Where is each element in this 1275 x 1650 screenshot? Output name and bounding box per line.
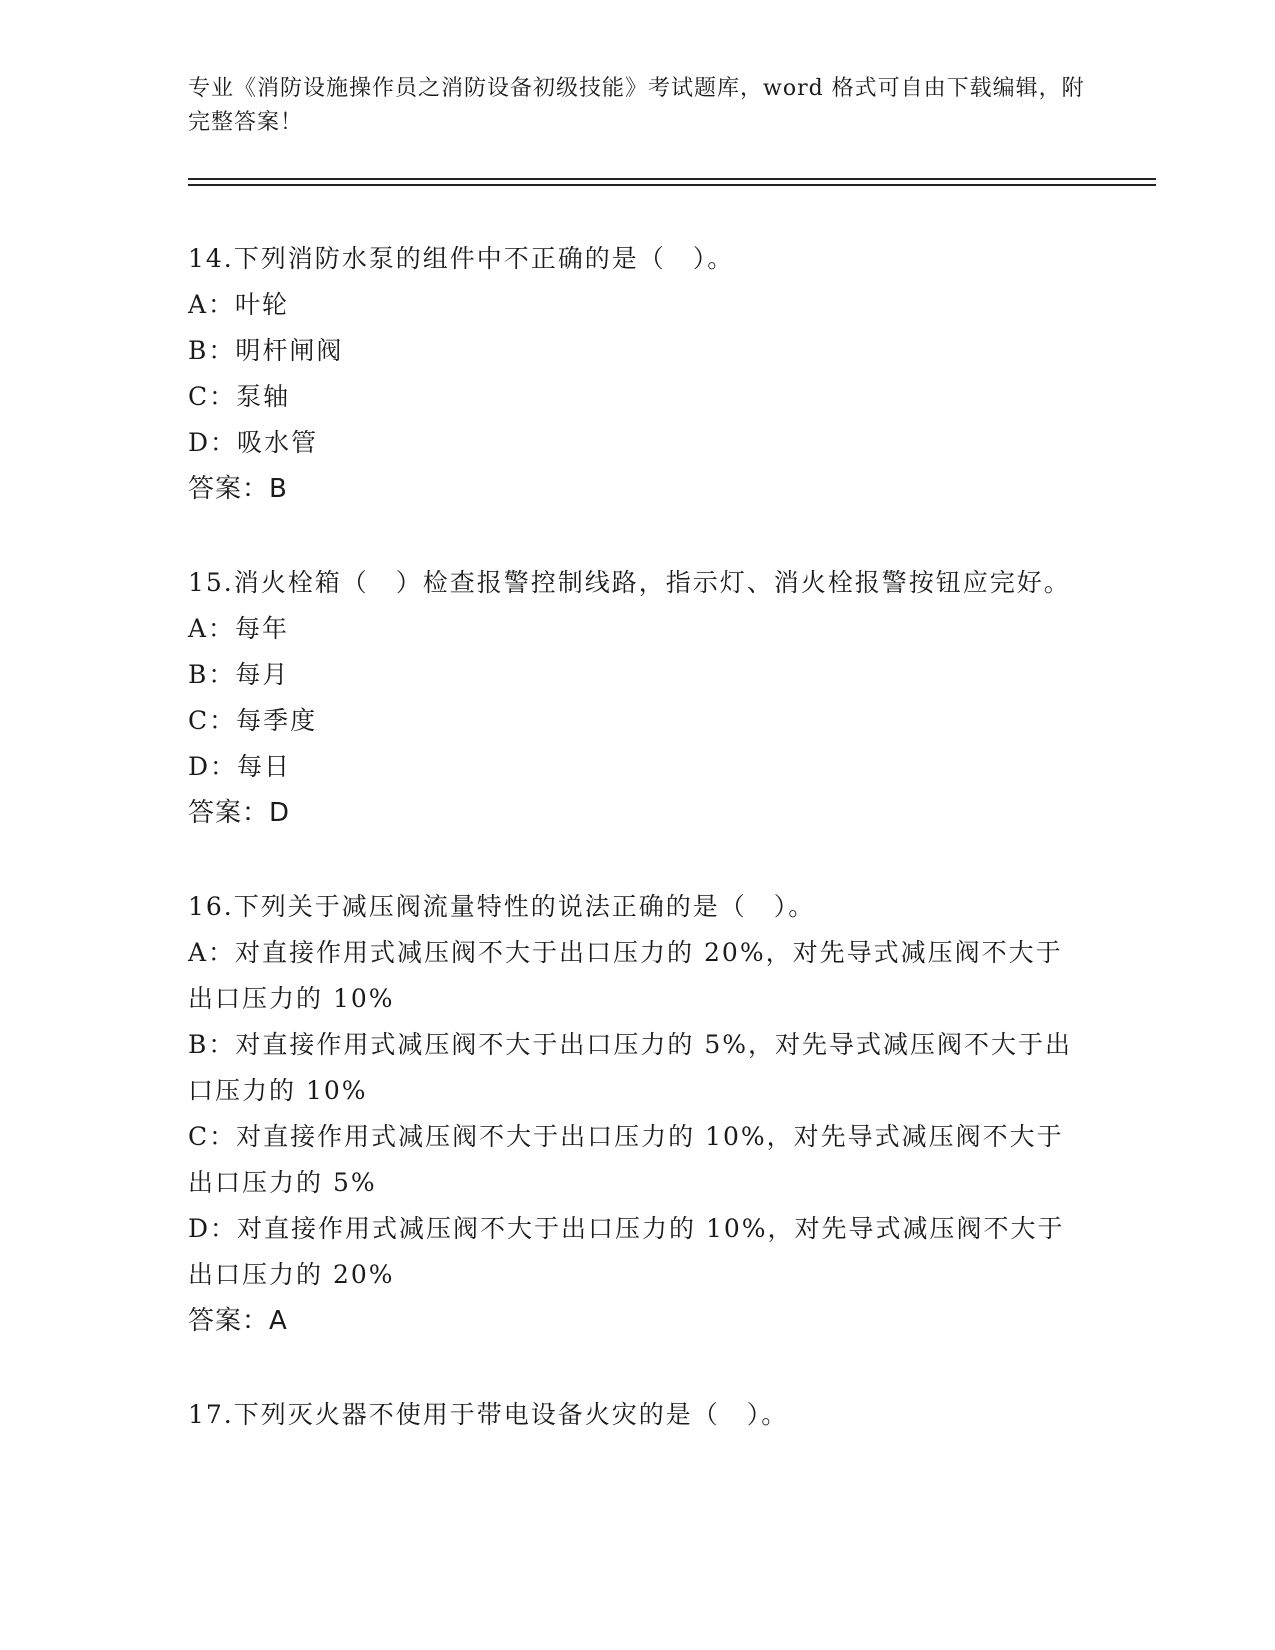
answer-value: D xyxy=(269,798,291,828)
answer-value: A xyxy=(269,1306,288,1336)
header-divider-top xyxy=(188,178,1156,180)
option-b: B：明杆闸阀 xyxy=(188,336,344,365)
answer-label: 答案： xyxy=(188,474,270,504)
option-a: A：每年 xyxy=(188,614,290,643)
answer-value: B xyxy=(269,474,288,504)
option-a: A：叶轮 xyxy=(188,290,290,319)
answer-line xyxy=(188,790,1088,836)
option-d: D：对直接作用式减压阀不大于出口压力的 10%，对先导式减压阀不大于出口压力的 20% xyxy=(188,1214,1065,1289)
question-17 xyxy=(188,1392,1088,1438)
option-d: D：每日 xyxy=(188,752,292,781)
question-16 xyxy=(188,884,1088,1344)
question-list xyxy=(188,236,1088,1486)
answer-line xyxy=(188,466,1088,512)
question-14 xyxy=(188,236,1088,512)
question-stem: 17.下列灭火器不使用于带电设备火灾的是（ ）。 xyxy=(188,1400,789,1429)
answer-line xyxy=(188,1298,1088,1344)
option-b: B：每月 xyxy=(188,660,290,689)
question-stem: 14.下列消防水泵的组件中不正确的是（ ）。 xyxy=(188,244,735,273)
option-c: C：泵轴 xyxy=(188,382,291,411)
answer-label: 答案： xyxy=(188,1306,270,1336)
question-15 xyxy=(188,560,1088,836)
question-stem: 16.下列关于减压阀流量特性的说法正确的是（ ）。 xyxy=(188,892,816,921)
option-c: C：对直接作用式减压阀不大于出口压力的 10%，对先导式减压阀不大于出口压力的 5% xyxy=(188,1122,1064,1197)
header-divider-bottom xyxy=(188,184,1156,186)
option-d: D：吸水管 xyxy=(188,428,319,457)
answer-label: 答案： xyxy=(188,798,270,828)
question-stem: 15.消火栓箱（ ）检查报警控制线路，指示灯、消火栓报警按钮应完好。 xyxy=(188,568,1071,597)
document-header: 专业《消防设施操作员之消防设备初级技能》考试题库，word 格式可自由下载编辑，附完整答案！ xyxy=(188,76,1085,135)
option-a: A：对直接作用式减压阀不大于出口压力的 20%，对先导式减压阀不大于出口压力的 10% xyxy=(188,938,1063,1013)
option-c: C：每季度 xyxy=(188,706,318,735)
option-b: B：对直接作用式减压阀不大于出口压力的 5%，对先导式减压阀不大于出口压力的 10% xyxy=(188,1030,1072,1105)
